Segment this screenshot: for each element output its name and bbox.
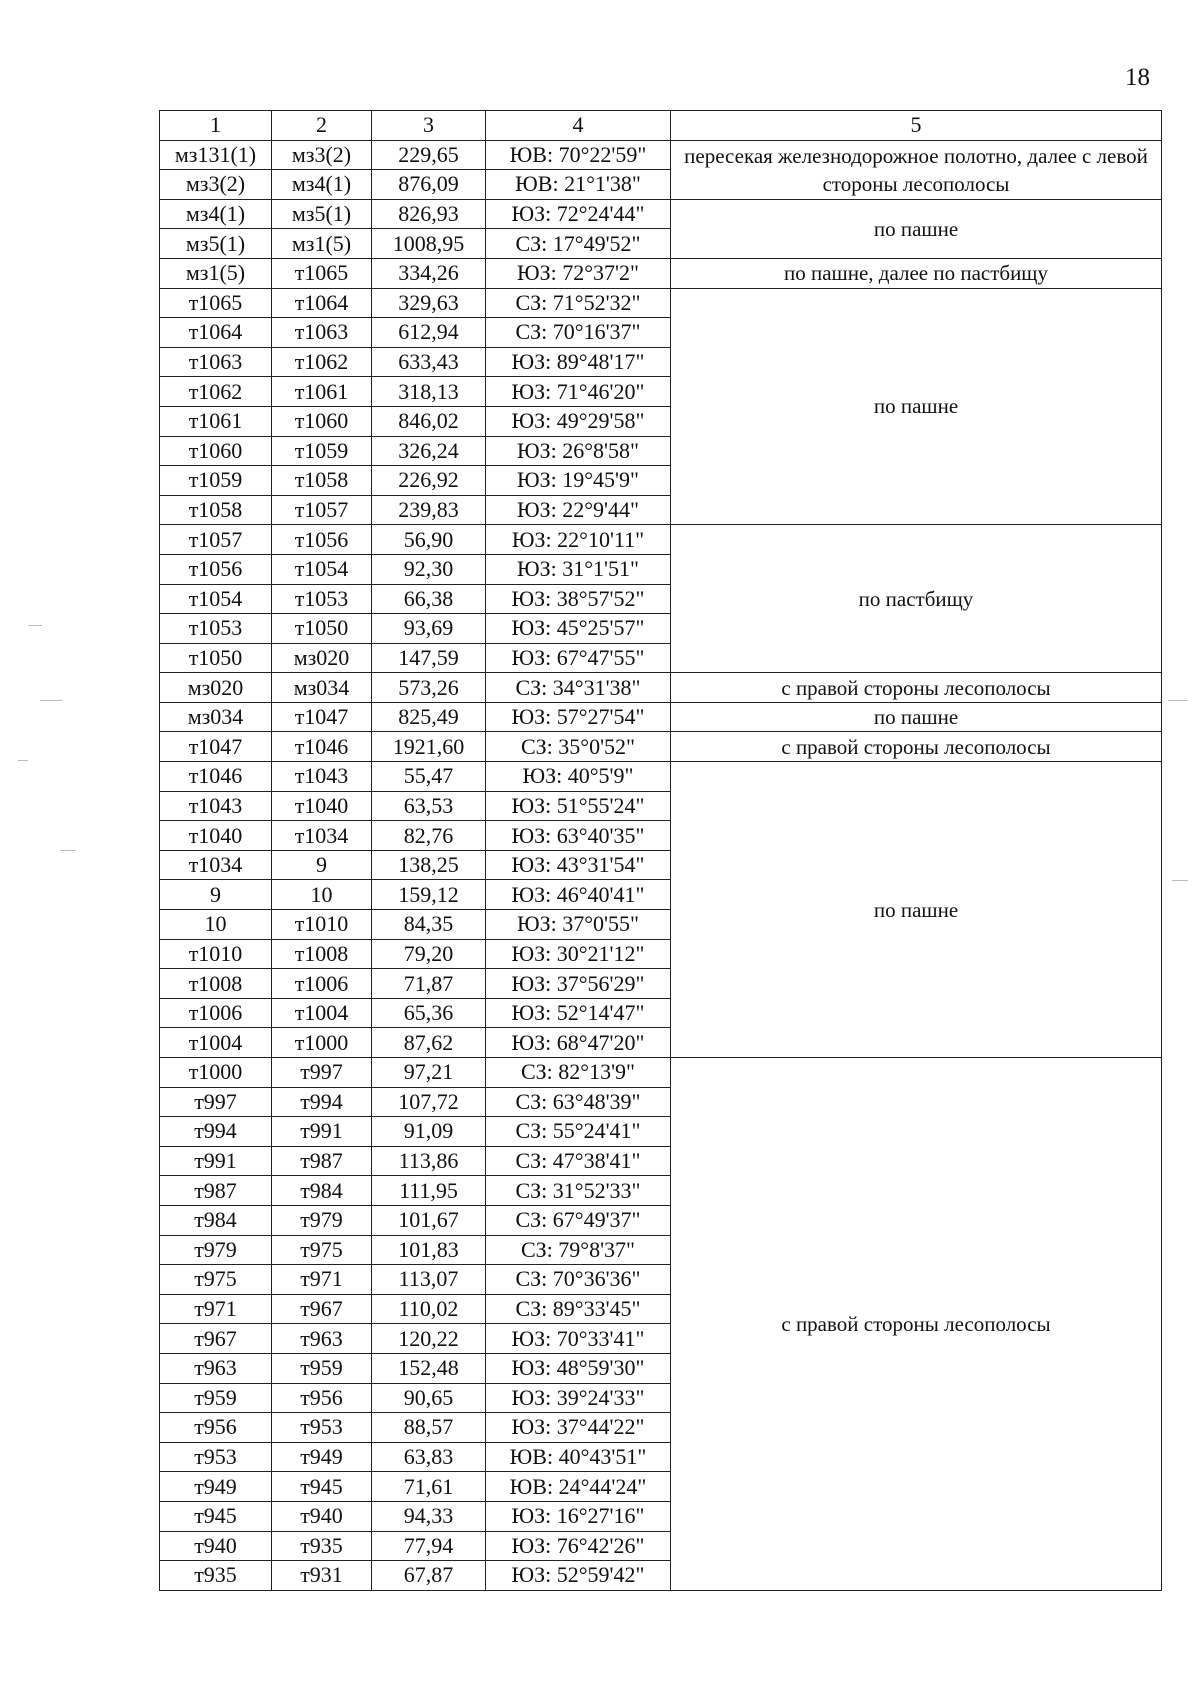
- bearing-cell: СЗ: 89°33'45": [486, 1294, 671, 1324]
- bearing-cell: ЮЗ: 45°25'57": [486, 614, 671, 644]
- distance-cell: 67,87: [372, 1561, 486, 1591]
- to-point-cell: т1064: [272, 288, 372, 318]
- distance-cell: 111,95: [372, 1176, 486, 1206]
- to-point-cell: т987: [272, 1146, 372, 1176]
- bearing-cell: ЮЗ: 22°9'44": [486, 495, 671, 525]
- distance-cell: 138,25: [372, 850, 486, 880]
- description-cell: пересекая железнодорожное полотно, далее с левой стороны лесополосы: [671, 140, 1162, 199]
- distance-cell: 56,90: [372, 525, 486, 555]
- from-point-cell: т1064: [160, 318, 272, 348]
- from-point-cell: т1056: [160, 554, 272, 584]
- distance-cell: 84,35: [372, 910, 486, 940]
- from-point-cell: т979: [160, 1235, 272, 1265]
- from-point-cell: т1004: [160, 1028, 272, 1058]
- bearing-cell: СЗ: 63°48'39": [486, 1087, 671, 1117]
- bearing-cell: СЗ: 47°38'41": [486, 1146, 671, 1176]
- column-header: 5: [671, 111, 1162, 141]
- to-point-cell: т1062: [272, 347, 372, 377]
- distance-cell: 573,26: [372, 673, 486, 703]
- bearing-cell: ЮЗ: 68°47'20": [486, 1028, 671, 1058]
- bearing-cell: ЮЗ: 89°48'17": [486, 347, 671, 377]
- to-point-cell: т1004: [272, 998, 372, 1028]
- distance-cell: 55,47: [372, 762, 486, 792]
- distance-cell: 612,94: [372, 318, 486, 348]
- bearing-cell: СЗ: 82°13'9": [486, 1058, 671, 1088]
- bearing-cell: СЗ: 70°36'36": [486, 1265, 671, 1295]
- bearing-cell: ЮЗ: 52°14'47": [486, 998, 671, 1028]
- bearing-cell: СЗ: 31°52'33": [486, 1176, 671, 1206]
- distance-cell: 334,26: [372, 258, 486, 288]
- table-row: [160, 525, 1162, 555]
- to-point-cell: т994: [272, 1087, 372, 1117]
- bearing-cell: ЮЗ: 38°57'52": [486, 584, 671, 614]
- distance-cell: 113,86: [372, 1146, 486, 1176]
- from-point-cell: мз4(1): [160, 199, 272, 229]
- from-point-cell: т935: [160, 1561, 272, 1591]
- table-row: [160, 258, 1162, 288]
- to-point-cell: т975: [272, 1235, 372, 1265]
- distance-cell: 318,13: [372, 377, 486, 407]
- to-point-cell: т1053: [272, 584, 372, 614]
- distance-cell: 101,67: [372, 1205, 486, 1235]
- to-point-cell: мз020: [272, 643, 372, 673]
- distance-cell: 113,07: [372, 1265, 486, 1295]
- bearing-cell: СЗ: 67°49'37": [486, 1205, 671, 1235]
- bearing-cell: ЮЗ: 37°0'55": [486, 910, 671, 940]
- to-point-cell: мз1(5): [272, 229, 372, 259]
- distance-cell: 329,63: [372, 288, 486, 318]
- distance-cell: 88,57: [372, 1413, 486, 1443]
- to-point-cell: т1000: [272, 1028, 372, 1058]
- from-point-cell: мз3(2): [160, 170, 272, 200]
- to-point-cell: т1054: [272, 554, 372, 584]
- to-point-cell: т1061: [272, 377, 372, 407]
- bearing-cell: ЮЗ: 70°33'41": [486, 1324, 671, 1354]
- bearing-cell: ЮЗ: 16°27'16": [486, 1501, 671, 1531]
- from-point-cell: т997: [160, 1087, 272, 1117]
- bearing-cell: ЮЗ: 63°40'35": [486, 821, 671, 851]
- from-point-cell: т945: [160, 1501, 272, 1531]
- to-point-cell: т1050: [272, 614, 372, 644]
- from-point-cell: т1034: [160, 850, 272, 880]
- bearing-cell: СЗ: 34°31'38": [486, 673, 671, 703]
- bearing-cell: ЮЗ: 26°8'58": [486, 436, 671, 466]
- bearing-cell: ЮЗ: 30°21'12": [486, 939, 671, 969]
- from-point-cell: мз034: [160, 702, 272, 732]
- bearing-cell: ЮЗ: 52°59'42": [486, 1561, 671, 1591]
- to-point-cell: т1063: [272, 318, 372, 348]
- to-point-cell: т953: [272, 1413, 372, 1443]
- to-point-cell: т1046: [272, 732, 372, 762]
- to-point-cell: т967: [272, 1294, 372, 1324]
- from-point-cell: т1065: [160, 288, 272, 318]
- from-point-cell: т1053: [160, 614, 272, 644]
- table-row: [160, 732, 1162, 762]
- bearing-cell: СЗ: 70°16'37": [486, 318, 671, 348]
- bearing-cell: ЮВ: 40°43'51": [486, 1442, 671, 1472]
- to-point-cell: т1008: [272, 939, 372, 969]
- distance-cell: 91,09: [372, 1117, 486, 1147]
- distance-cell: 876,09: [372, 170, 486, 200]
- to-point-cell: т971: [272, 1265, 372, 1295]
- from-point-cell: т963: [160, 1353, 272, 1383]
- bearing-cell: ЮЗ: 37°44'22": [486, 1413, 671, 1443]
- column-header: 1: [160, 111, 272, 141]
- distance-cell: 110,02: [372, 1294, 486, 1324]
- from-point-cell: т1058: [160, 495, 272, 525]
- distance-cell: 71,87: [372, 969, 486, 999]
- description-cell: по пашне: [671, 762, 1162, 1058]
- to-point-cell: т1060: [272, 406, 372, 436]
- bearing-cell: ЮЗ: 51°55'24": [486, 791, 671, 821]
- bearing-cell: ЮВ: 21°1'38": [486, 170, 671, 200]
- from-point-cell: т1057: [160, 525, 272, 555]
- to-point-cell: т931: [272, 1561, 372, 1591]
- to-point-cell: т1040: [272, 791, 372, 821]
- from-point-cell: мз131(1): [160, 140, 272, 170]
- distance-cell: 1008,95: [372, 229, 486, 259]
- table-header-row: [160, 111, 1162, 141]
- distance-cell: 97,21: [372, 1058, 486, 1088]
- to-point-cell: т997: [272, 1058, 372, 1088]
- from-point-cell: т949: [160, 1472, 272, 1502]
- description-cell: по пашне: [671, 288, 1162, 525]
- distance-cell: 846,02: [372, 406, 486, 436]
- to-point-cell: т1059: [272, 436, 372, 466]
- bearing-cell: ЮЗ: 19°45'9": [486, 466, 671, 496]
- to-point-cell: мз4(1): [272, 170, 372, 200]
- bearing-cell: ЮЗ: 49°29'58": [486, 406, 671, 436]
- distance-cell: 71,61: [372, 1472, 486, 1502]
- description-cell: с правой стороны лесополосы: [671, 673, 1162, 703]
- from-point-cell: т953: [160, 1442, 272, 1472]
- distance-cell: 826,93: [372, 199, 486, 229]
- distance-cell: 152,48: [372, 1353, 486, 1383]
- table-row: [160, 702, 1162, 732]
- from-point-cell: т975: [160, 1265, 272, 1295]
- description-cell: по пашне: [671, 199, 1162, 258]
- bearing-cell: ЮЗ: 76°42'26": [486, 1531, 671, 1561]
- bearing-cell: ЮВ: 70°22'59": [486, 140, 671, 170]
- bearing-cell: ЮЗ: 57°27'54": [486, 702, 671, 732]
- distance-cell: 159,12: [372, 880, 486, 910]
- distance-cell: 82,76: [372, 821, 486, 851]
- to-point-cell: т940: [272, 1501, 372, 1531]
- table-row: [160, 140, 1162, 170]
- from-point-cell: т1059: [160, 466, 272, 496]
- from-point-cell: т1060: [160, 436, 272, 466]
- table-body: [160, 140, 1162, 1590]
- distance-cell: 65,36: [372, 998, 486, 1028]
- to-point-cell: т1047: [272, 702, 372, 732]
- description-cell: по пашне: [671, 702, 1162, 732]
- column-header: 3: [372, 111, 486, 141]
- from-point-cell: т967: [160, 1324, 272, 1354]
- to-point-cell: т935: [272, 1531, 372, 1561]
- description-cell: с правой стороны лесополосы: [671, 1058, 1162, 1591]
- distance-cell: 147,59: [372, 643, 486, 673]
- table-row: [160, 762, 1162, 792]
- bearing-cell: ЮЗ: 48°59'30": [486, 1353, 671, 1383]
- description-cell: по пашне, далее по пастбищу: [671, 258, 1162, 288]
- from-point-cell: т956: [160, 1413, 272, 1443]
- to-point-cell: т1043: [272, 762, 372, 792]
- from-point-cell: т984: [160, 1205, 272, 1235]
- bearing-cell: ЮЗ: 71°46'20": [486, 377, 671, 407]
- to-point-cell: т1058: [272, 466, 372, 496]
- from-point-cell: т1063: [160, 347, 272, 377]
- distance-cell: 77,94: [372, 1531, 486, 1561]
- distance-cell: 226,92: [372, 466, 486, 496]
- distance-cell: 239,83: [372, 495, 486, 525]
- to-point-cell: т949: [272, 1442, 372, 1472]
- to-point-cell: т963: [272, 1324, 372, 1354]
- from-point-cell: т1054: [160, 584, 272, 614]
- distance-cell: 79,20: [372, 939, 486, 969]
- distance-cell: 63,83: [372, 1442, 486, 1472]
- distance-cell: 326,24: [372, 436, 486, 466]
- distance-cell: 63,53: [372, 791, 486, 821]
- to-point-cell: т1006: [272, 969, 372, 999]
- to-point-cell: т1056: [272, 525, 372, 555]
- to-point-cell: т1057: [272, 495, 372, 525]
- bearing-cell: ЮЗ: 72°24'44": [486, 199, 671, 229]
- description-cell: по пастбищу: [671, 525, 1162, 673]
- bearing-cell: ЮЗ: 37°56'29": [486, 969, 671, 999]
- bearing-cell: ЮЗ: 46°40'41": [486, 880, 671, 910]
- to-point-cell: т979: [272, 1205, 372, 1235]
- bearing-cell: СЗ: 79°8'37": [486, 1235, 671, 1265]
- from-point-cell: т1062: [160, 377, 272, 407]
- bearing-cell: ЮЗ: 39°24'33": [486, 1383, 671, 1413]
- description-cell: с правой стороны лесополосы: [671, 732, 1162, 762]
- from-point-cell: т1010: [160, 939, 272, 969]
- from-point-cell: т1061: [160, 406, 272, 436]
- to-point-cell: мз034: [272, 673, 372, 703]
- from-point-cell: мз020: [160, 673, 272, 703]
- from-point-cell: мз1(5): [160, 258, 272, 288]
- to-point-cell: 10: [272, 880, 372, 910]
- distance-cell: 94,33: [372, 1501, 486, 1531]
- to-point-cell: т959: [272, 1353, 372, 1383]
- distance-cell: 101,83: [372, 1235, 486, 1265]
- distance-cell: 633,43: [372, 347, 486, 377]
- column-header: 4: [486, 111, 671, 141]
- from-point-cell: т1047: [160, 732, 272, 762]
- table-row: [160, 673, 1162, 703]
- distance-cell: 120,22: [372, 1324, 486, 1354]
- from-point-cell: т1043: [160, 791, 272, 821]
- boundary-table: [159, 110, 1162, 1591]
- table-row: [160, 199, 1162, 229]
- to-point-cell: т1010: [272, 910, 372, 940]
- table-row: [160, 1058, 1162, 1088]
- to-point-cell: т956: [272, 1383, 372, 1413]
- from-point-cell: т1046: [160, 762, 272, 792]
- bearing-cell: ЮЗ: 40°5'9": [486, 762, 671, 792]
- bearing-cell: ЮЗ: 43°31'54": [486, 850, 671, 880]
- bearing-cell: ЮЗ: 31°1'51": [486, 554, 671, 584]
- distance-cell: 66,38: [372, 584, 486, 614]
- distance-cell: 825,49: [372, 702, 486, 732]
- from-point-cell: т940: [160, 1531, 272, 1561]
- from-point-cell: т987: [160, 1176, 272, 1206]
- page-number: 18: [1125, 64, 1150, 91]
- from-point-cell: т991: [160, 1146, 272, 1176]
- distance-cell: 90,65: [372, 1383, 486, 1413]
- column-header: 2: [272, 111, 372, 141]
- from-point-cell: т1040: [160, 821, 272, 851]
- from-point-cell: т1008: [160, 969, 272, 999]
- distance-cell: 107,72: [372, 1087, 486, 1117]
- bearing-cell: СЗ: 55°24'41": [486, 1117, 671, 1147]
- from-point-cell: т971: [160, 1294, 272, 1324]
- from-point-cell: т959: [160, 1383, 272, 1413]
- from-point-cell: мз5(1): [160, 229, 272, 259]
- from-point-cell: 10: [160, 910, 272, 940]
- bearing-cell: ЮЗ: 22°10'11": [486, 525, 671, 555]
- bearing-cell: ЮЗ: 72°37'2": [486, 258, 671, 288]
- to-point-cell: т984: [272, 1176, 372, 1206]
- distance-cell: 1921,60: [372, 732, 486, 762]
- distance-cell: 87,62: [372, 1028, 486, 1058]
- table-row: [160, 288, 1162, 318]
- to-point-cell: т1034: [272, 821, 372, 851]
- from-point-cell: т1050: [160, 643, 272, 673]
- distance-cell: 92,30: [372, 554, 486, 584]
- to-point-cell: т991: [272, 1117, 372, 1147]
- bearing-cell: СЗ: 35°0'52": [486, 732, 671, 762]
- to-point-cell: т945: [272, 1472, 372, 1502]
- from-point-cell: 9: [160, 880, 272, 910]
- from-point-cell: т1000: [160, 1058, 272, 1088]
- bearing-cell: ЮЗ: 67°47'55": [486, 643, 671, 673]
- distance-cell: 229,65: [372, 140, 486, 170]
- from-point-cell: т994: [160, 1117, 272, 1147]
- to-point-cell: мз3(2): [272, 140, 372, 170]
- bearing-cell: СЗ: 71°52'32": [486, 288, 671, 318]
- bearing-cell: СЗ: 17°49'52": [486, 229, 671, 259]
- distance-cell: 93,69: [372, 614, 486, 644]
- from-point-cell: т1006: [160, 998, 272, 1028]
- to-point-cell: 9: [272, 850, 372, 880]
- bearing-cell: ЮВ: 24°44'24": [486, 1472, 671, 1502]
- to-point-cell: мз5(1): [272, 199, 372, 229]
- to-point-cell: т1065: [272, 258, 372, 288]
